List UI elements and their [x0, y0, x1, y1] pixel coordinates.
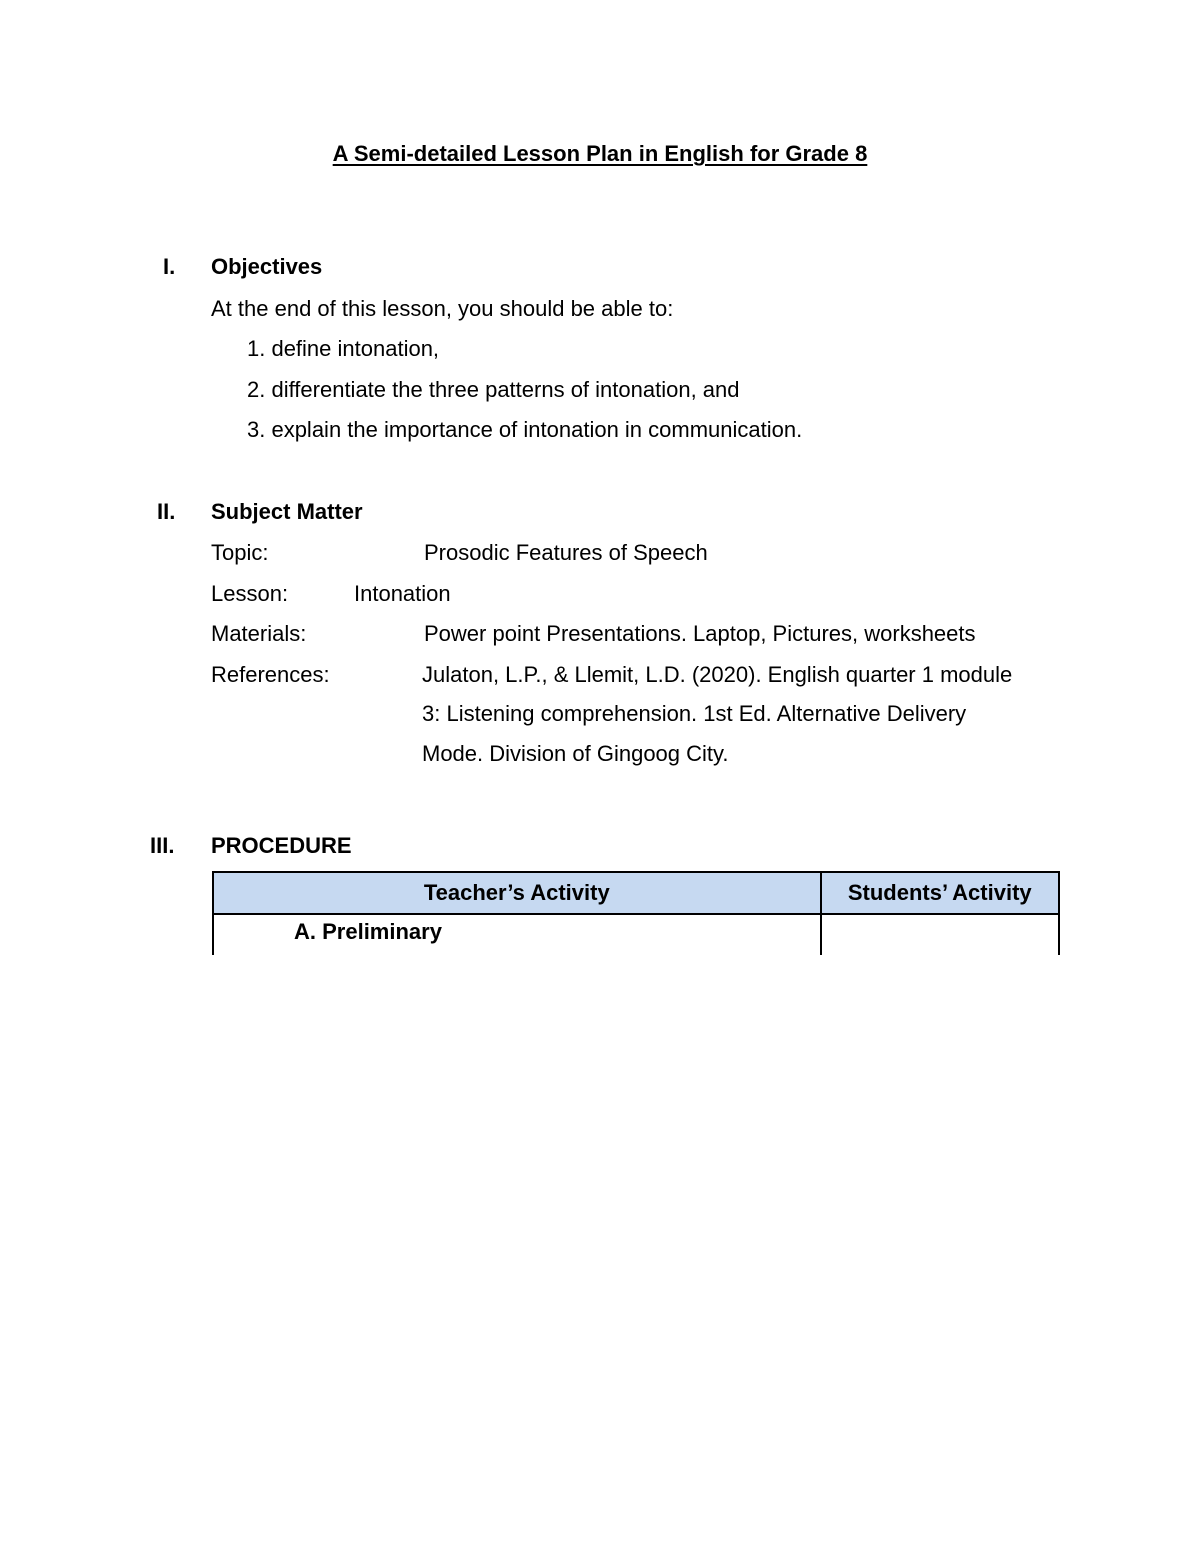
students-activity-cell: [821, 914, 1060, 955]
document-title-text: A Semi-detailed Lesson Plan in English for Grade 8: [332, 141, 868, 166]
section-numeral-objectives: I.: [163, 254, 176, 279]
students-activity-header: Students’ Activity: [821, 872, 1060, 914]
preliminary-cell: A. Preliminary: [213, 914, 821, 955]
section-numeral-procedure: III.: [150, 833, 175, 858]
objectives-intro: At the end of this lesson, you should be able to:: [211, 296, 674, 321]
procedure-table-header-row: [213, 872, 1059, 914]
lesson-value: Intonation: [354, 581, 451, 606]
references-line-2: 3: Listening comprehension. 1st Ed. Alternative Delivery: [422, 701, 967, 726]
section-numeral-subject-matter: II.: [157, 499, 176, 524]
topic-label: Topic:: [211, 540, 269, 565]
references-label: References:: [211, 662, 330, 687]
objective-item-3: 3. explain the importance of intonation in communication.: [247, 417, 803, 442]
teacher-activity-header: Teacher’s Activity: [213, 872, 821, 914]
lesson-label: Lesson:: [211, 581, 289, 606]
objective-item-1: 1. define intonation,: [247, 336, 440, 361]
section-heading-procedure: PROCEDURE: [211, 833, 352, 858]
references-line-1: Julaton, L.P., & Llemit, L.D. (2020). English quarter 1 module: [422, 662, 1013, 687]
topic-value: Prosodic Features of Speech: [424, 540, 708, 565]
document-title: [0, 141, 1200, 167]
section-heading-objectives: Objectives: [211, 254, 323, 279]
table-row: [213, 914, 1059, 955]
procedure-table: [212, 871, 1060, 955]
references-line-3: Mode. Division of Gingoog City.: [422, 741, 729, 766]
materials-label: Materials:: [211, 621, 307, 646]
objective-item-2: 2. differentiate the three patterns of intonation, and: [247, 377, 740, 402]
section-heading-subject-matter: Subject Matter: [211, 499, 363, 524]
materials-value: Power point Presentations. Laptop, Pictures, worksheets: [424, 621, 976, 646]
